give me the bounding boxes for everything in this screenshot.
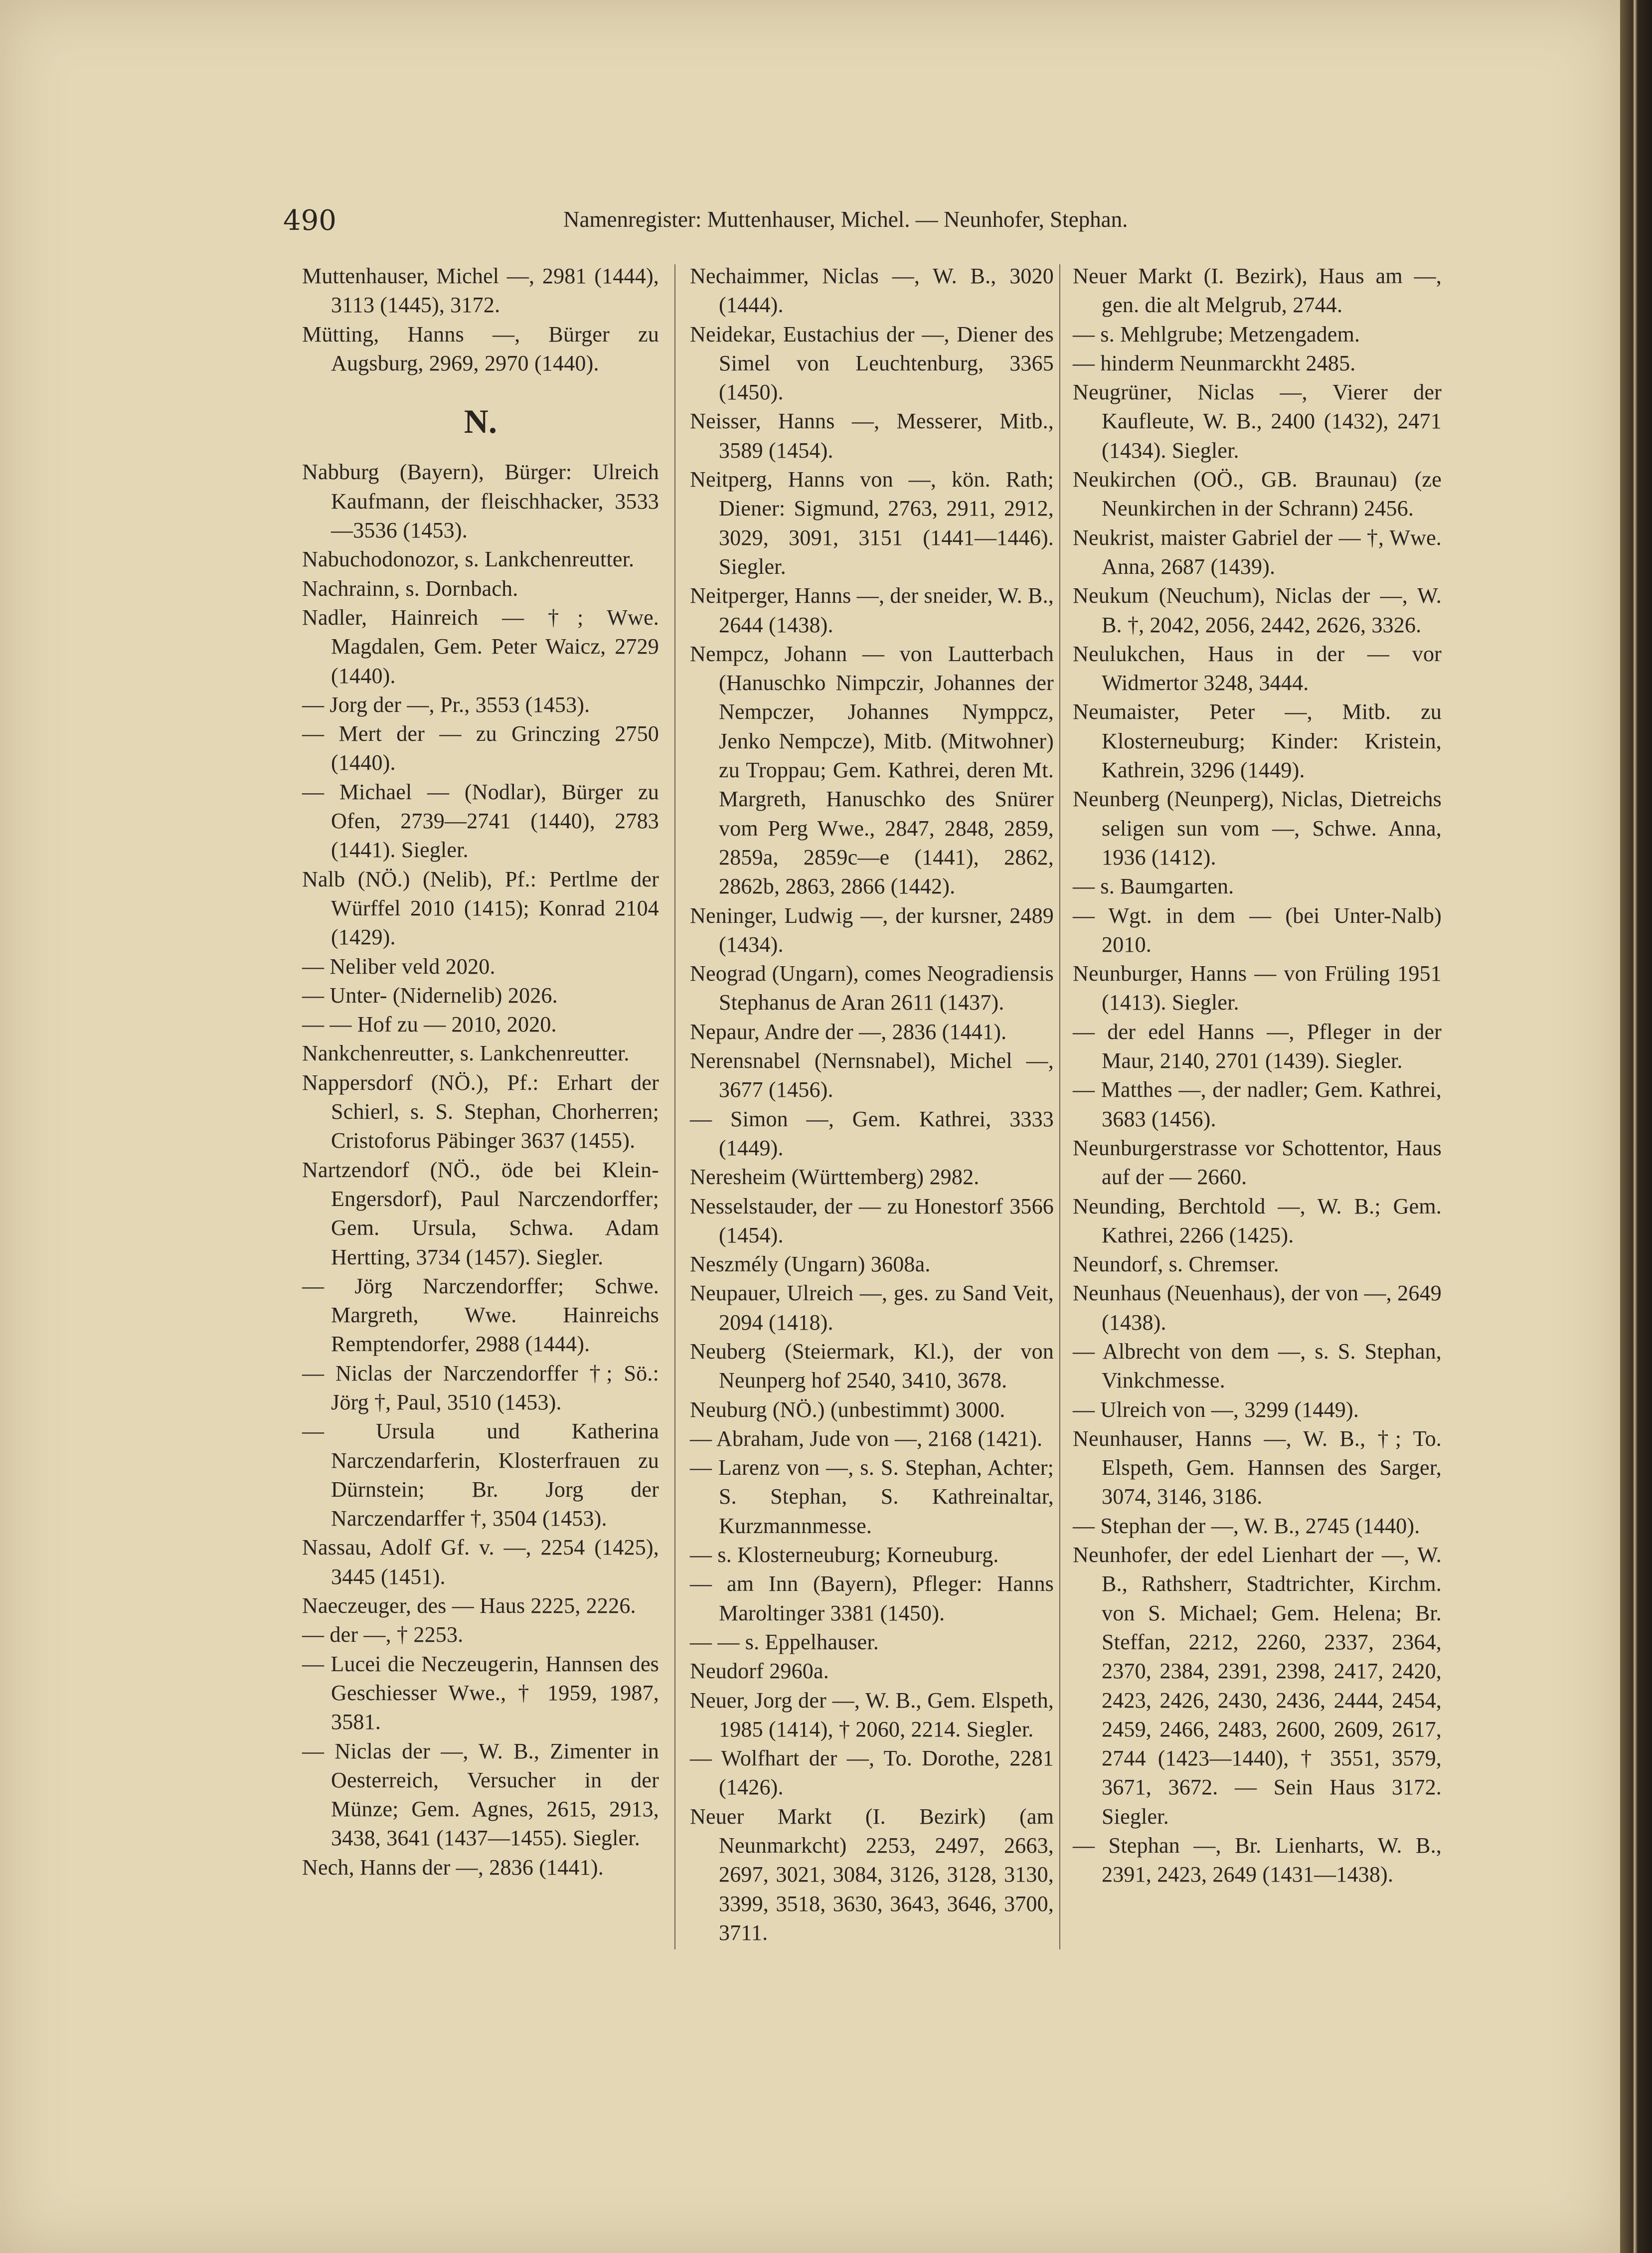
index-entry: Nankchenreutter, s. Lankchenreutter.	[302, 1041, 630, 1066]
index-entry: — Niclas der —, W. B., Zimenter in Oesterreich, Versucher in der Münze; Gem. Agnes, 2615, 2913, 3438, 3641 (1437—1455). Siegler.	[302, 1738, 659, 1851]
index-entry: — Stephan der —, W. B., 2745 (1440).	[1073, 1513, 1420, 1538]
index-entry: Nadler, Hainreich — †; Wwe. Magdalen, Gem. Peter Waicz, 2729 (1440).	[302, 605, 659, 688]
index-entry: Neulukchen, Haus in der — vor Widmertor 3248, 3444.	[1073, 641, 1442, 695]
index-entry: — Jörg Narczendorffer; Schwe. Margreth, Wwe. Hainreichs Remptendorfer, 2988 (1444).	[302, 1273, 659, 1357]
index-entry: — Simon —, Gem. Kathrei, 3333 (1449).	[690, 1106, 1054, 1160]
index-entry: Neunding, Berchtold —, W. B.; Gem. Kathrei, 2266 (1425).	[1073, 1194, 1442, 1247]
index-entry: — Neliber veld 2020.	[302, 954, 496, 979]
index-entry: Neograd (Ungarn), comes Neogradiensis Stephanus de Aran 2611 (1437).	[690, 961, 1054, 1015]
index-entry: Neunhauser, Hanns —, W. B., †; To. Elspeth, Gem. Hannsen des Sarger, 3074, 3146, 3186.	[1073, 1426, 1442, 1509]
index-entry: Neitperg, Hanns von —, kön. Rath; Diener: Sigmund, 2763, 2911, 2912, 3029, 3091, 3151 (1441—1446). Siegler.	[690, 467, 1054, 579]
index-entry: — am Inn (Bayern), Pfleger: Hanns Maroltinger 3381 (1450).	[690, 1571, 1054, 1625]
index-entry: Naeczeuger, des — Haus 2225, 2226.	[302, 1593, 636, 1618]
column-rule	[1059, 264, 1060, 1949]
index-entry: — — Hof zu — 2010, 2020.	[302, 1012, 557, 1037]
column-rule	[674, 264, 675, 1949]
index-column-3	[1073, 262, 1442, 1890]
index-entry: — Larenz von —, s. S. Stephan, Achter; S. Stephan, S. Kathreinaltar, Kurzmannmesse.	[690, 1455, 1054, 1538]
index-entry: — Abraham, Jude von —, 2168 (1421).	[690, 1426, 1043, 1451]
index-entry: — der edel Hanns —, Pfleger in der Maur, 2140, 2701 (1439). Siegler.	[1073, 1019, 1442, 1073]
index-entry: Neuburg (NÖ.) (unbestimmt) 3000.	[690, 1397, 1005, 1422]
index-entry: — Unter- (Nidernelib) 2026.	[302, 983, 558, 1008]
index-entry: Neuer Markt (I. Bezirk) (am Neunmarkcht) 2253, 2497, 2663, 2697, 3021, 3084, 3126, 3128, 3130, 3399, 3518, 3630, 3643, 3646, 3700, 3711.	[690, 1804, 1054, 1945]
index-entry: — — s. Eppelhauser.	[690, 1629, 879, 1654]
index-entry: Nech, Hanns der —, 2836 (1441).	[302, 1855, 604, 1880]
index-entry: — s. Baumgarten.	[1073, 874, 1234, 899]
index-entry: Neuer, Jorg der —, W. B., Gem. Elspeth, 1985 (1414), † 2060, 2214. Siegler.	[690, 1688, 1054, 1741]
index-entry: Neresheim (Württemberg) 2982.	[690, 1165, 980, 1190]
index-entry: Nempcz, Johann — von Lautterbach (Hanuschko Nimpczir, Johannes der Nempczer, Johannes Nymppcz, Jenko Nempcze), Mitb. (Mitwohner) zu Troppau; Gem. Kathrei, deren Mt. Margreth, Hanuschko des Snürer vom Perg Wwe., 2847, 2848, 2859, 2859a, 2859c—e (1441), 2862, 2862b, 2863, 2866 (1442).	[690, 641, 1054, 899]
index-entry: Muttenhauser, Michel —, 2981 (1444), 3113 (1445), 3172.	[302, 264, 659, 318]
index-entry: Neupauer, Ulreich —, ges. zu Sand Veit, 2094 (1418).	[690, 1281, 1054, 1335]
index-entry: Neumaister, Peter —, Mitb. zu Klosterneuburg; Kinder: Kristein, Kathrein, 3296 (1449).	[1073, 699, 1442, 783]
index-entry: Nabuchodonozor, s. Lankchenreutter.	[302, 547, 635, 572]
index-column-2	[690, 262, 1054, 1947]
index-entry: — Ursula und Katherina Narczendarferin, Klosterfrauen zu Dürnstein; Br. Jorg der Narczendarffer †, 3504 (1453).	[302, 1419, 659, 1531]
index-entry: — Michael — (Nodlar), Bürger zu Ofen, 2739—2741 (1440), 2783 (1441). Siegler.	[302, 779, 659, 863]
index-entry: Neisser, Hanns —, Messerer, Mitb., 3589 (1454).	[690, 409, 1054, 463]
index-entry: — s. Klosterneuburg; Korneuburg.	[690, 1543, 999, 1567]
index-entry: Neuer Markt (I. Bezirk), Haus am —, gen. die alt Melgrub, 2744.	[1073, 264, 1442, 318]
index-entry: Mütting, Hanns —, Bürger zu Augsburg, 2969, 2970 (1440).	[302, 322, 659, 375]
index-entry: Neugrüner, Niclas —, Vierer der Kaufleute, W. B., 2400 (1432), 2471 (1434). Siegler.	[1073, 380, 1442, 463]
index-entry: Neundorf, s. Chremser.	[1073, 1252, 1279, 1277]
index-entry: Neunburger, Hanns — von Früling 1951 (1413). Siegler.	[1073, 961, 1442, 1015]
index-entry: Neukrist, maister Gabriel der — †, Wwe. Anna, 2687 (1439).	[1073, 525, 1442, 579]
index-entry: — der —, † 2253.	[302, 1622, 464, 1647]
index-entry: Neunhofer, der edel Lienhart der —, W. B., Rathsherr, Stadtrichter, Kirchm. von S. Michael; Gem. Helena; Br. Steffan, 2212, 2260, 2337, 2364, 2370, 2384, 2391, 2398, 2417, 2420, 2423, 2426, 2430, 2436, 2444, 2454, 2459, 2466, 2483, 2600, 2609, 2617, 2744 (1423—1440), † 3551, 3579, 3671, 3672. — Sein Haus 3172. Siegler.	[1073, 1543, 1442, 1829]
index-entry: — Mert der — zu Grinczing 2750 (1440).	[302, 721, 659, 775]
index-entry: Nabburg (Bayern), Bürger: Ulreich Kaufmann, der fleischhacker, 3533 —3536 (1453).	[302, 460, 659, 543]
book-spine-edge	[1620, 0, 1652, 2253]
index-entry: — Albrecht von dem —, s. S. Stephan, Vinkchmesse.	[1073, 1339, 1442, 1393]
index-entry: Neunhaus (Neuenhaus), der von —, 2649 (1438).	[1073, 1281, 1442, 1335]
index-entry: Nalb (NÖ.) (Nelib), Pf.: Pertlme der Würffel 2010 (1415); Konrad 2104 (1429).	[302, 867, 659, 950]
index-entry: Neudorf 2960a.	[690, 1659, 829, 1684]
page-number: 490	[283, 204, 336, 237]
index-entry: — Niclas der Narczendorffer †; Sö.: Jörg †, Paul, 3510 (1453).	[302, 1361, 659, 1414]
index-entry: Neitperger, Hanns —, der sneider, W. B., 2644 (1438).	[690, 583, 1054, 637]
index-entry: Nepaur, Andre der —, 2836 (1441).	[690, 1019, 1007, 1044]
index-entry: Neunburgerstrasse vor Schottentor, Haus auf der — 2660.	[1073, 1135, 1442, 1190]
index-entry: — Wgt. in dem — (bei Unter-Nalb) 2010.	[1073, 903, 1442, 957]
index-entry: Neukirchen (OÖ., GB. Braunau) (ze Neunkirchen in der Schrann) 2456.	[1073, 467, 1442, 521]
index-entry: — Wolfhart der —, To. Dorothe, 2281 (1426).	[690, 1746, 1054, 1800]
index-entry: — Ulreich von —, 3299 (1449).	[1073, 1397, 1359, 1422]
index-entry: Neidekar, Eustachius der —, Diener des Simel von Leuchtenburg, 3365 (1450).	[690, 322, 1054, 405]
index-entry: — Stephan —, Br. Lienharts, W. B., 2391, 2423, 2649 (1431—1438).	[1073, 1833, 1442, 1887]
section-heading: N.	[464, 402, 497, 441]
index-entry: Nerensnabel (Nernsnabel), Michel —, 3677 (1456).	[690, 1048, 1054, 1102]
running-head: Namenregister: Muttenhauser, Michel. — Neunhofer, Stephan.	[563, 207, 1128, 232]
index-column-1	[302, 262, 659, 1882]
index-entry: Neuberg (Steiermark, Kl.), der von Neunperg hof 2540, 3410, 3678.	[690, 1339, 1054, 1393]
index-entry: — Lucei die Neczeugerin, Hannsen des Geschiesser Wwe., † 1959, 1987, 3581.	[302, 1651, 659, 1734]
index-entry: Neukum (Neuchum), Niclas der —, W. B. †, 2042, 2056, 2442, 2626, 3326.	[1073, 583, 1442, 637]
index-entry: — s. Mehlgrube; Metzengadem.	[1073, 322, 1360, 347]
index-entry: Neunberg (Neunperg), Niclas, Dietreichs seligen sun vom —, Schwe. Anna, 1936 (1412).	[1073, 787, 1442, 869]
index-entry: Nachrainn, s. Dornbach.	[302, 576, 518, 601]
index-entry: Nechaimmer, Niclas —, W. B., 3020 (1444).	[690, 264, 1054, 318]
index-entry: Nappersdorf (NÖ.), Pf.: Erhart der Schierl, s. S. Stephan, Chorherren; Cristoforus Päbinger 3637 (1455).	[302, 1070, 659, 1153]
index-entry: — hinderm Neunmarckht 2485.	[1073, 350, 1356, 375]
index-entry: Nesselstauder, der — zu Honestorf 3566 (1454).	[690, 1194, 1054, 1247]
index-entry: Neszmély (Ungarn) 3608a.	[690, 1252, 931, 1277]
index-entry: Nartzendorf (NÖ., öde bei Klein-Engersdorf), Paul Narczendorffer; Gem. Ursula, Schwa. Adam Hertting, 3734 (1457). Siegler.	[302, 1157, 659, 1269]
index-entry: — Jorg der —, Pr., 3553 (1453).	[302, 692, 590, 717]
index-entry: Neninger, Ludwig —, der kursner, 2489 (1434).	[690, 903, 1054, 957]
index-entry: — Matthes —, der nadler; Gem. Kathrei, 3683 (1456).	[1073, 1077, 1442, 1131]
index-entry: Nassau, Adolf Gf. v. —, 2254 (1425), 3445 (1451).	[302, 1535, 659, 1589]
